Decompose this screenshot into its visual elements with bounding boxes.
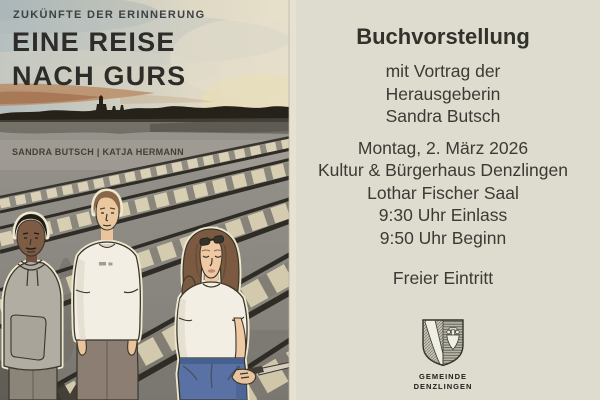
event-date: Montag, 2. März 2026 (357, 137, 529, 158)
event-heading: Buchvorstellung (356, 24, 530, 49)
book-cover-illustration (0, 0, 296, 400)
event-details (298, 137, 588, 250)
event-venue: Kultur & Bürgerhaus Denzlingen (317, 160, 568, 180)
subtitle-line-1: mit Vortrag der (385, 61, 501, 81)
cover-title-line1: EINE REISE (12, 27, 176, 57)
subtitle-line-2: Herausgeberin (385, 83, 501, 104)
page-edge (289, 0, 296, 400)
cover-kicker: ZUKÜNFTE DER ERINNERUNG (13, 9, 206, 21)
municipality-line-1: GEMEINDE (418, 372, 467, 381)
subtitle-line-3: Sandra Butsch (385, 106, 501, 126)
event-start-time: 9:50 Uhr Beginn (379, 227, 507, 248)
event-admission-time: 9:30 Uhr Einlass (378, 205, 508, 225)
cover-title-line2: NACH GURS (12, 61, 187, 91)
event-room: Lothar Fischer Saal (367, 182, 519, 203)
book-cover (0, 0, 296, 400)
denzlingen-coat-of-arms-icon (420, 318, 466, 367)
cover-authors: SANDRA BUTSCH | KATJA HERMANN (12, 147, 184, 157)
free-entry-note: Freier Eintritt (392, 268, 494, 288)
event-subtitle (298, 60, 588, 128)
municipality-name (298, 372, 588, 391)
municipality-line-2: DENZLINGEN (413, 381, 473, 391)
municipality-logo (298, 318, 588, 391)
event-panel (296, 0, 600, 400)
